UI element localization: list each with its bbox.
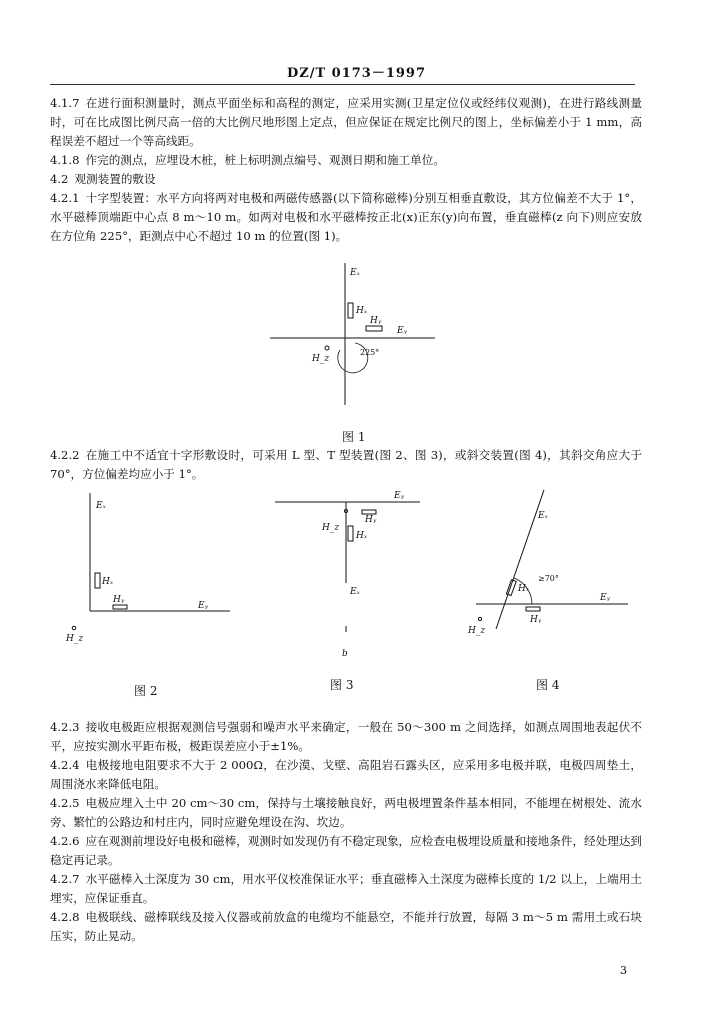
header-rule — [50, 84, 635, 85]
paragraph-4-2-7: 4.2.7 水平磁棒入土深度为 30 cm，用水平仪校准保证水平；垂直磁棒入土深度为磁棒长度的 1/2 以上，上端用土埋实，应保证垂直。 — [50, 872, 642, 905]
paragraph-4-2-3: 4.2.3 接收电极距应根据观测信号强弱和噪声水平来确定，一般在 50～300 m 之间选择，如测点周围地表起伏不平，应按实测水平距布极，极距误差应小于±1%。 — [50, 720, 642, 753]
fig1-caption: 图 1 — [342, 430, 366, 444]
fig3-hx-magnet — [348, 526, 353, 541]
fig1-label-hy: Hᵧ — [370, 316, 382, 326]
fig2-hx-magnet — [95, 573, 100, 588]
page-number: 3 — [620, 964, 627, 977]
fig2-label-hx: Hₓ — [102, 577, 114, 587]
fig2-label-ex: Eₓ — [96, 501, 106, 511]
fig4-hz-marker — [478, 617, 481, 620]
paragraph-4-1-8: 4.1.8 作完的测点，应埋设木桩，桩上标明测点编号、观测日期和施工单位。 — [50, 153, 445, 167]
fig3-label-ex: Eₓ — [350, 587, 360, 597]
fig2-label-hz: H_z — [66, 634, 84, 644]
fig3-hy-magnet — [362, 510, 376, 514]
fig1-label-ex: Eₓ — [350, 268, 360, 278]
fig4-label-ex: Eₓ — [538, 511, 548, 521]
fig3-label-hx: Hₓ — [356, 531, 368, 541]
paragraph-4-2-8: 4.2.8 电极联线、磁棒联线及接入仪器或前放盒的电缆均不能悬空，不能并行放置，每隔 3 m～5 m 需用土或石块压实，防止晃动。 — [50, 910, 642, 943]
fig1-label-ey: Eᵧ — [397, 326, 407, 336]
fig3-label-b: b — [342, 649, 348, 659]
fig3-label-hz: H_z — [322, 523, 340, 533]
paragraph-4-2-1: 4.2.1 十字型装置：水平方向将两对电极和两磁传感器(以下简称磁棒)分别互相垂直敷设，其方位偏差不大于 1°，水平磁棒顶端距中心点 8 m～10 m。如两对电极和水平磁棒按正北(x)正东(y)向布置，垂直磁棒(z 向下)则应安放在方位角 225°，距测点中心不超过 10 m 的位置(图 1)。 — [50, 191, 642, 243]
fig2-label-hy: Hᵧ — [113, 595, 125, 605]
fig4-ex-line — [496, 490, 544, 629]
fig4-hy-magnet — [526, 607, 540, 611]
fig3-label-hy: Hᵧ — [365, 515, 377, 525]
text-block-top — [50, 94, 642, 246]
text-block-bottom — [50, 718, 642, 946]
fig1-hz-marker — [325, 346, 329, 350]
fig2-hy-magnet — [113, 605, 127, 609]
fig4-label-angle: ≥70° — [538, 574, 559, 583]
document-header: DZ/T 0173－1997 — [286, 66, 427, 81]
fig4-label-ey: Eᵧ — [600, 593, 610, 603]
fig3-label-ey: Eᵧ — [394, 491, 404, 501]
heading-4-2: 4.2 观测装置的敷设 — [50, 172, 156, 186]
fig1-label-angle: 225° — [360, 348, 380, 357]
fig3-caption: 图 3 — [330, 678, 354, 692]
fig2-hz-marker — [72, 626, 76, 630]
fig1-label-hx: Hₓ — [356, 306, 368, 316]
figure-2 — [60, 488, 235, 648]
fig1-hx-magnet — [348, 303, 353, 318]
paragraph-4-2-5: 4.2.5 电极应埋入土中 20 cm～30 cm，保持与土壤接触良好，两电极埋置条件基本相同，不能埋在树根处、流水旁、繁忙的公路边和村庄内，同时应避免埋设在沟、坎边。 — [50, 796, 642, 829]
paragraph-4-2-2: 4.2.2 在施工中不适宜十字形敷设时，可采用 L 型、T 型装置(图 2、图 3)，或斜交装置(图 4)，其斜交角应大于 70°，方位偏差均应小于 1°。 — [50, 448, 642, 481]
fig4-label-hx: Hₓ — [518, 584, 530, 594]
fig1-hy-magnet — [366, 326, 382, 331]
fig4-label-hy: Hᵧ — [530, 615, 542, 625]
fig4-label-hz: H_z — [468, 626, 486, 636]
fig1-label-hz: H_z — [312, 354, 330, 364]
fig2-caption: 图 2 — [134, 684, 158, 698]
paragraph-4-2-4: 4.2.4 电极接地电阻要求不大于 2 000Ω，在沙漠、戈壁、高阻岩石露头区，应采用多电极并联，电极四周垫土，周围浇水来降低电阻。 — [50, 758, 642, 791]
paragraph-4-1-7: 4.1.7 在进行面积测量时，测点平面坐标和高程的测定，应采用实测(卫星定位仪或经纬仪观测)，在进行路线测量时，可在比成图比例尺高一倍的大比例尺地形图上定点，但应保证在规定比例尺的图上，坐标偏差小于 1 mm，高程误差不超过一个等高线距。 — [50, 96, 642, 148]
figure-3 — [270, 486, 430, 661]
fig2-label-ey: Eᵧ — [198, 601, 208, 611]
text-block-4-2-2 — [50, 446, 642, 484]
fig4-caption: 图 4 — [536, 678, 560, 692]
paragraph-4-2-6: 4.2.6 应在观测前埋设好电极和磁棒，观测时如发现仍有不稳定现象，应检查电极埋设质量和接地条件，经处理达到稳定再记录。 — [50, 834, 643, 867]
figure-4 — [468, 484, 638, 644]
figure-1 — [260, 255, 440, 415]
